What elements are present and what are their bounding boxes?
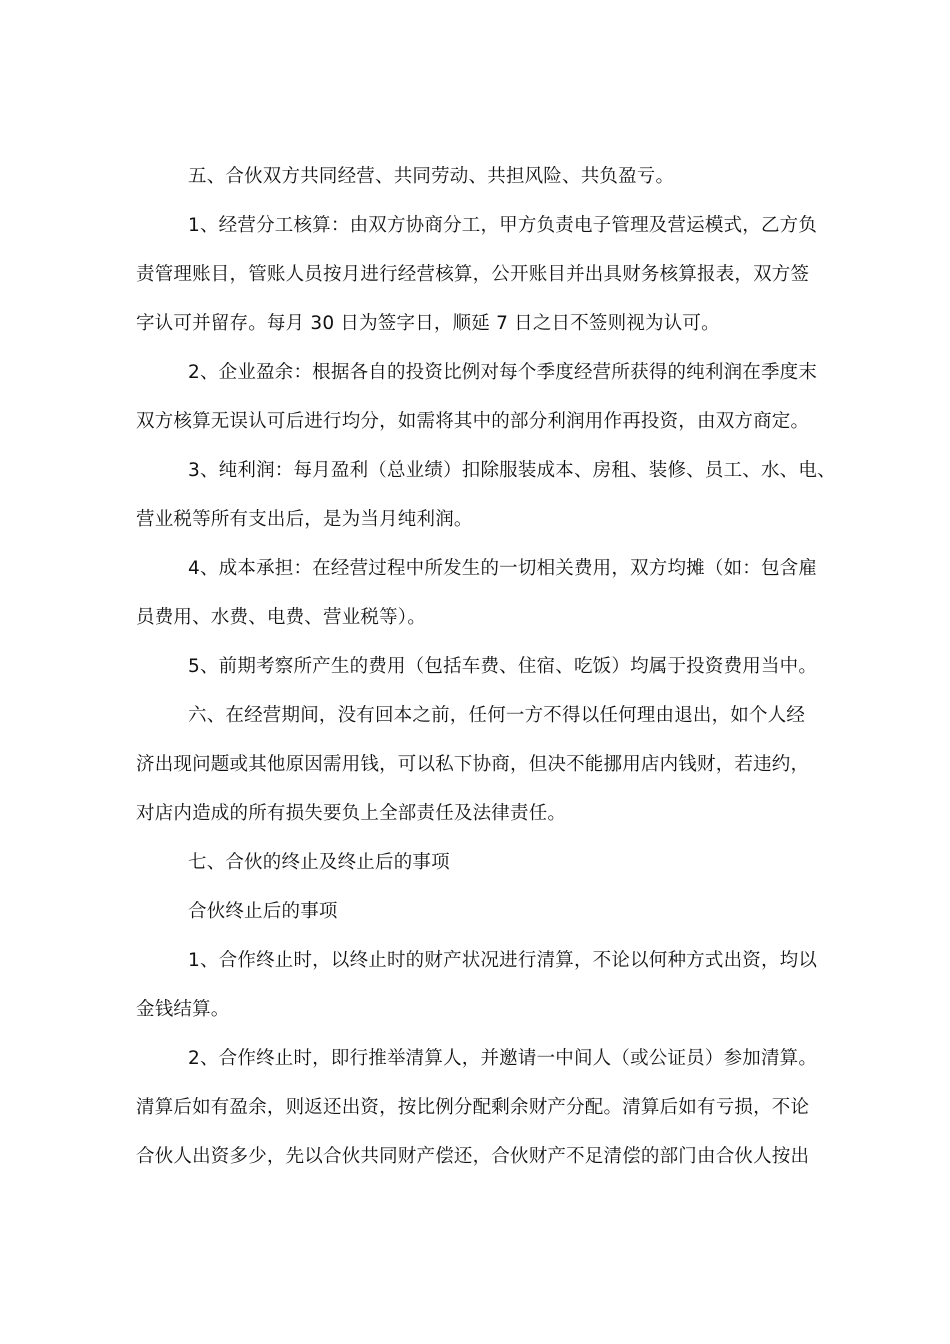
paragraph-line: 员费用、水费、电费、营业税等）。 [136, 607, 426, 628]
document-body [136, 152, 848, 1181]
paragraph-line: 济出现问题或其他原因需用钱，可以私下协商，但决不能挪用店内钱财，若违约， [136, 754, 810, 775]
paragraph [136, 348, 848, 446]
paragraph [136, 446, 848, 544]
paragraph-line: 2、企业盈余：根据各自的投资比例对每个季度经营所获得的纯利润在季度末 [188, 362, 818, 383]
paragraph [136, 544, 848, 642]
paragraph-line: 2、合作终止时，即行推举清算人，并邀请一中间人（或公证员）参加清算。 [188, 1048, 818, 1069]
paragraph-line: 营业税等所有支出后，是为当月纯利润。 [136, 509, 473, 530]
paragraph-line: 5、前期考察所产生的费用（包括车费、住宿、吃饭）均属于投资费用当中。 [188, 656, 818, 677]
paragraph-line: 金钱结算。 [136, 999, 230, 1020]
paragraph [136, 838, 848, 887]
paragraph-line: 六、在经营期间，没有回本之前，任何一方不得以任何理由退出，如个人经 [188, 705, 806, 726]
paragraph-line: 4、成本承担：在经营过程中所发生的一切相关费用，双方均摊（如：包含雇 [188, 558, 818, 579]
paragraph-line: 字认可并留存。每月 30 日为签字日，顺延 7 日之日不签则视为认可。 [136, 313, 720, 334]
paragraph [136, 642, 848, 691]
paragraph-line: 双方核算无误认可后进行均分，如需将其中的部分利润用作再投资，由双方商定。 [136, 411, 810, 432]
paragraph-line: 1、合作终止时，以终止时的财产状况进行清算，不论以何种方式出资，均以 [188, 950, 818, 971]
paragraph-line: 五、合伙双方共同经营、共同劳动、共担风险、共负盈亏。 [188, 166, 675, 187]
paragraph-line: 3、纯利润：每月盈利（总业绩）扣除服装成本、房租、装修、员工、水、电、 [188, 460, 836, 481]
paragraph [136, 1034, 848, 1181]
paragraph-line: 七、合伙的终止及终止后的事项 [188, 852, 450, 873]
paragraph-line: 责管理账目，管账人员按月进行经营核算，公开账目并出具财务核算报表，双方签 [136, 264, 810, 285]
paragraph-line: 合伙人出资多少，先以合伙共同财产偿还，合伙财产不足清偿的部门由合伙人按出 [136, 1146, 810, 1167]
paragraph-line: 清算后如有盈余，则返还出资，按比例分配剩余财产分配。清算后如有亏损，不论 [136, 1097, 810, 1118]
paragraph-line: 1、经营分工核算：由双方协商分工，甲方负责电子管理及营运模式，乙方负 [188, 215, 818, 236]
paragraph-line: 对店内造成的所有损失要负上全部责任及法律责任。 [136, 803, 567, 824]
paragraph [136, 152, 848, 201]
paragraph-line: 合伙终止后的事项 [188, 901, 338, 922]
paragraph [136, 936, 848, 1034]
paragraph [136, 887, 848, 936]
paragraph [136, 691, 848, 838]
paragraph [136, 201, 848, 348]
